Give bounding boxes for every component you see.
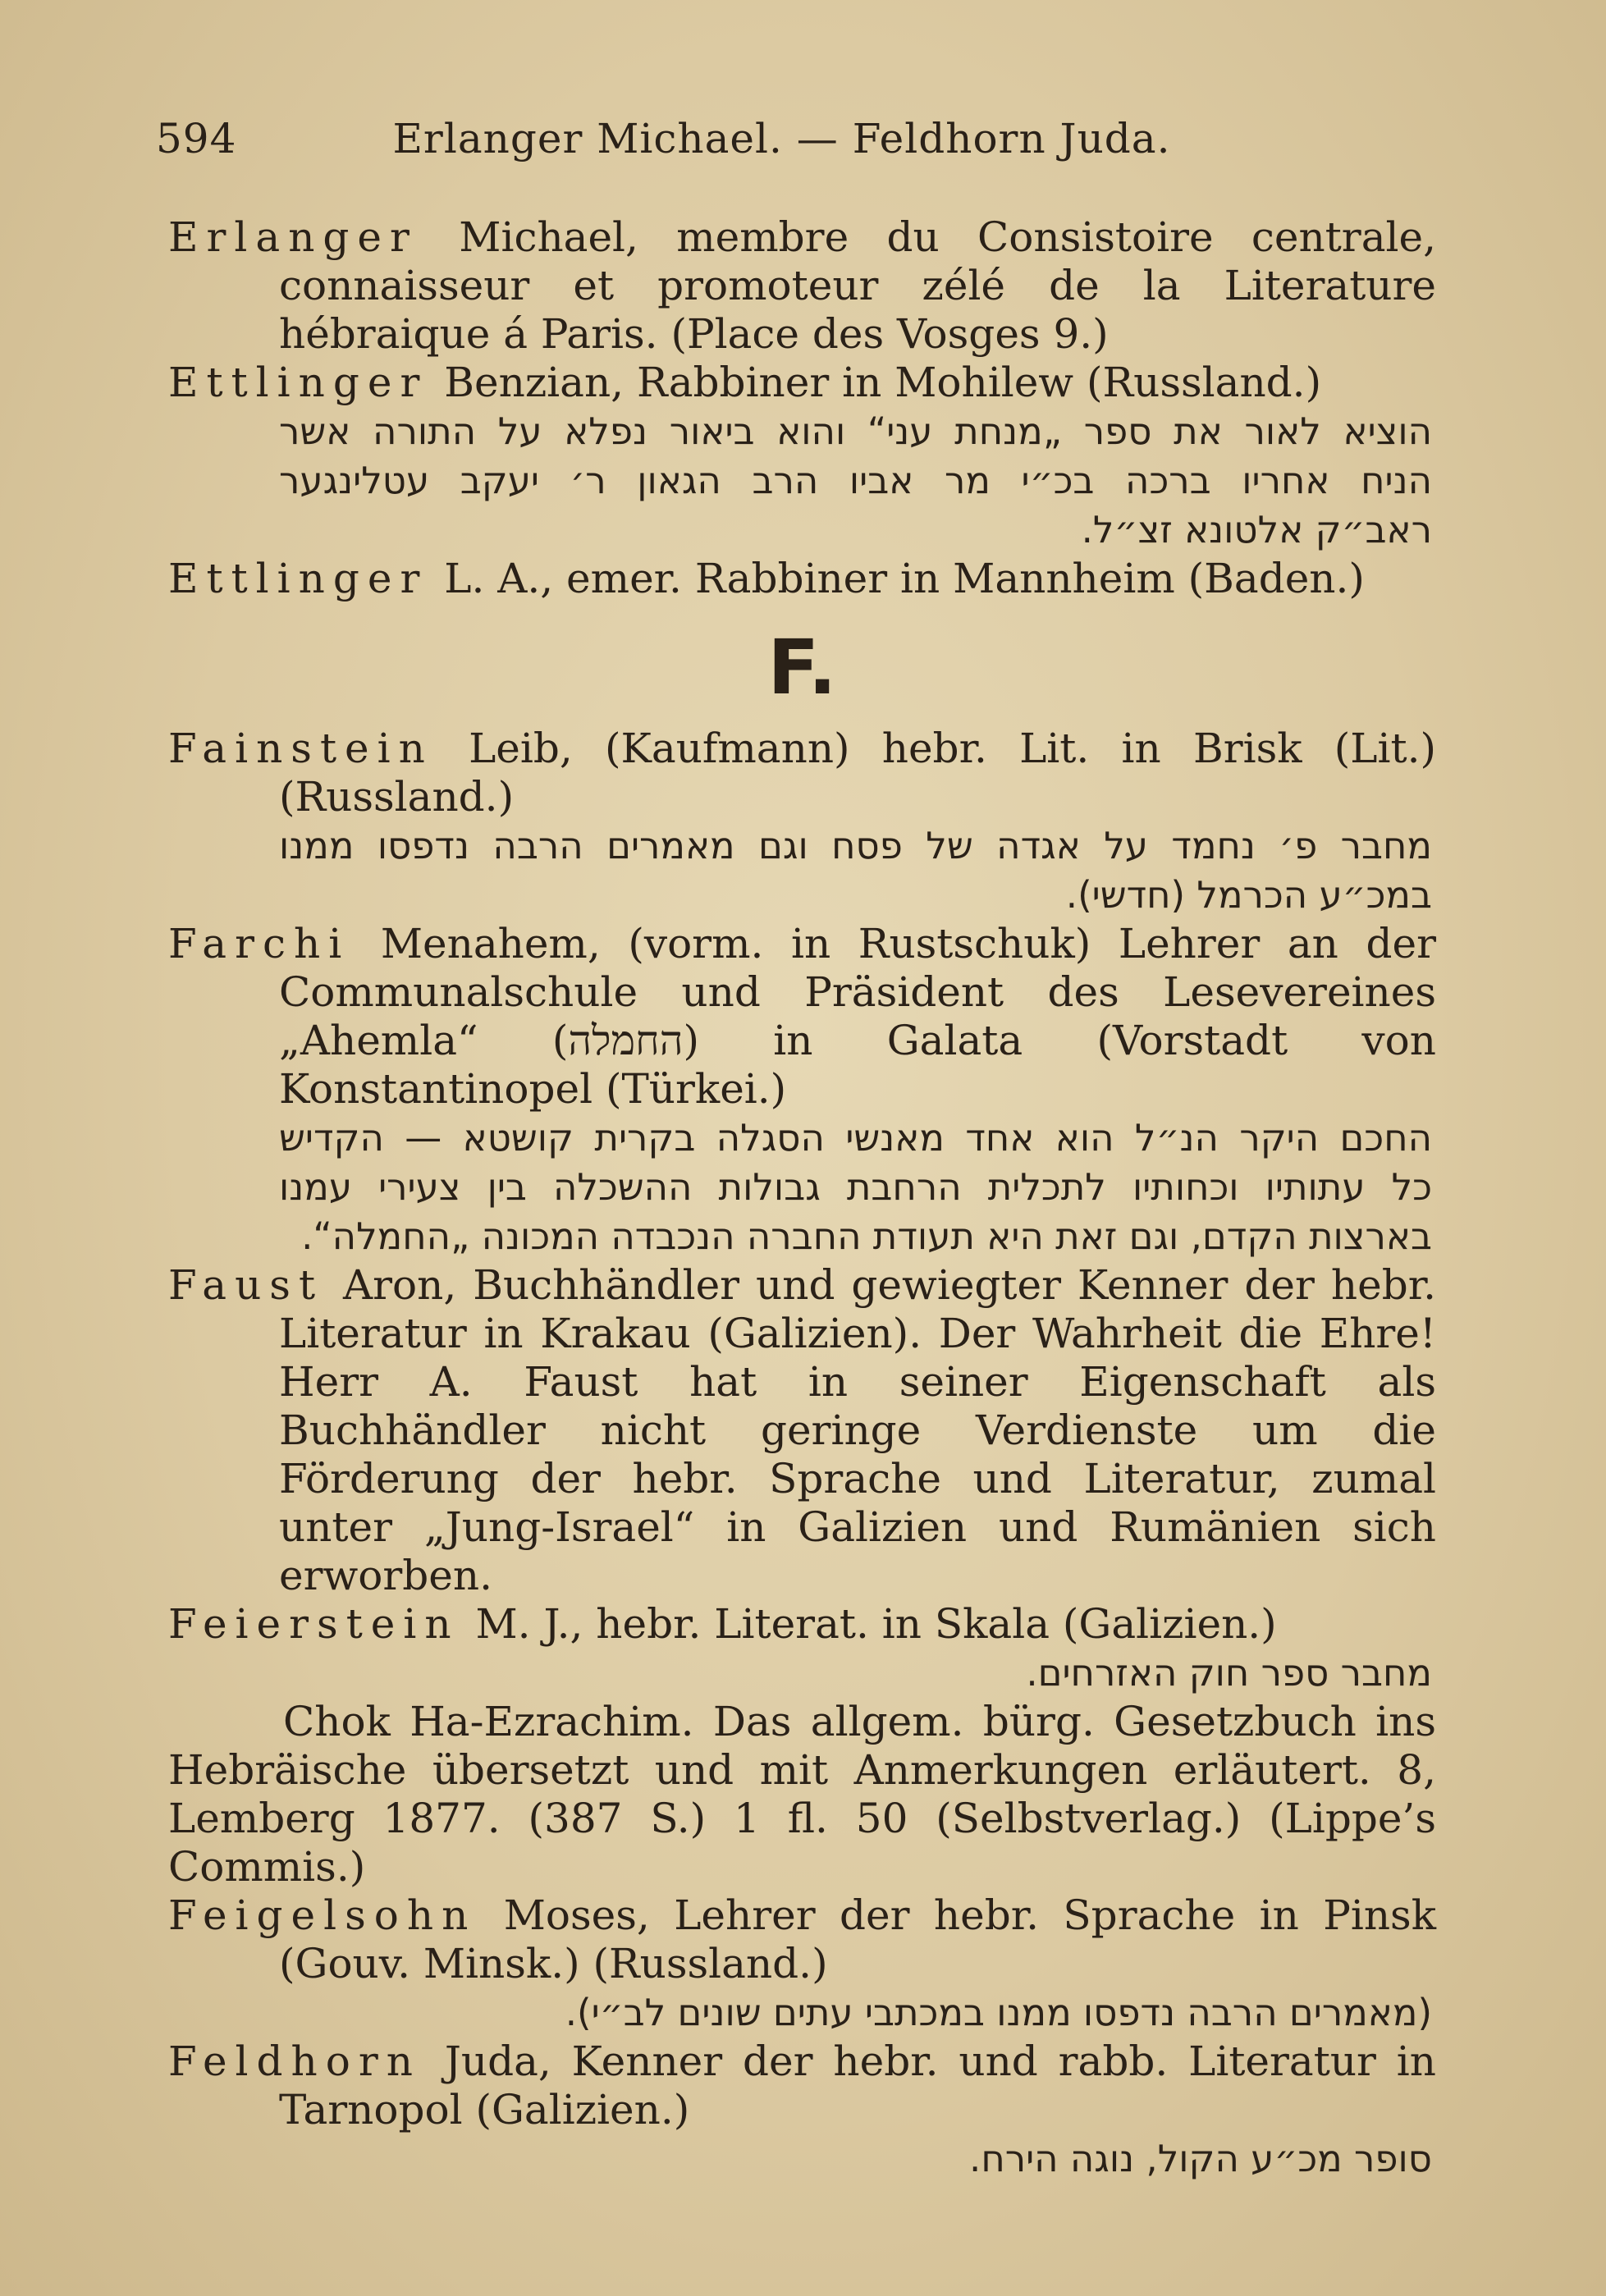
entry-feigelsohn xyxy=(168,1891,1436,1988)
hebrew-line: כל עתותיו וכחותיו לתכלית הרחבת גבולות ההשכלה בין צעירי עמנו xyxy=(279,1165,1432,1209)
entry-text: Michael, membre du Consistoire centrale, connaisseur et promoteur zélé de la Literature hébraique á Paris. (Place des Vosges 9.) xyxy=(279,213,1436,358)
hebrew-line: מחבר פ׳ נחמד על אגדה של פסח וגם מאמרים הרבה נדפסו ממנו xyxy=(279,824,1432,867)
entry-name: Feldhorn xyxy=(168,2038,421,2085)
entry-text: Moses, Lehrer der hebr. Sprache in Pinsk (Gouv. Minsk.) (Russland.) xyxy=(279,1891,1436,1987)
page-body xyxy=(168,213,1436,2184)
entry-name: Erlanger xyxy=(168,213,418,261)
entry-text: L. A., emer. Rabbiner in Mannheim (Baden.) xyxy=(444,555,1365,602)
hebrew-line: הניח אחריו ברכה בכ״י מר אביו הרב הגאון ר׳ יעקב עטלינגער xyxy=(279,459,1432,502)
hebrew-line: סופר מכ״ע הקול, נוגה הירח. xyxy=(969,2137,1432,2180)
entry-name: Farchi xyxy=(168,920,350,967)
entry-text: Juda, Kenner der hebr. und rabb. Literatur in Tarnopol (Galizien.) xyxy=(279,2038,1436,2134)
entry-text: M. J., hebr. Literat. in Skala (Galizien.) xyxy=(475,1600,1277,1648)
hebrew-line: ראב״ק אלטונא זצ״ל. xyxy=(1081,508,1432,551)
hebrew-line: מחבר ספר חוק האזרחים. xyxy=(1026,1651,1432,1695)
entry-name: Feierstein xyxy=(168,1600,460,1648)
page-number: 594 xyxy=(156,115,237,162)
running-header xyxy=(156,115,1171,162)
entry-text: Leib, (Kaufmann) hebr. Lit. in Brisk (Lit.) (Russland.) xyxy=(279,725,1436,821)
entry-ettlinger-benzian xyxy=(168,359,1436,407)
hebrew-line: בארצות הקדם, וגם זאת היא תעודת החברה הנכבדה המכונה „החמלה“. xyxy=(301,1214,1432,1258)
entry-name: Feigelsohn xyxy=(168,1891,477,1939)
hebrew-line: החכם היקר הנ״ל הוא אחד מאנשי הסגלה בקרית קושטא — הקדיש xyxy=(279,1116,1432,1159)
entry-continuation: Chok Ha-Ezrachim. Das allgem. bürg. Gesetzbuch ins Hebräische übersetzt und mit Anmerkungen erläutert. 8, Lemberg 1877. (387 S.) 1 fl. 50 (Selbstverlag.) (Lippe’s Commis.) xyxy=(168,1698,1436,1891)
entry-ettlinger-la xyxy=(168,555,1436,603)
entry-fainstein xyxy=(168,725,1436,821)
hebrew-line: במכ״ע הכרמל (חדשי). xyxy=(1065,873,1432,917)
entry-farchi xyxy=(168,920,1436,1114)
entry-text: Aron, Buchhändler und gewiegter Kenner der hebr. Literatur in Krakau (Galizien). Der Wahrheit die Ehre! Herr A. Faust hat in seiner Eigenschaft als Buchhändler nicht geringe Verdienste um die Förderung der hebr. Sprache und Literatur, zumal unter „Jung-Israel“ in Galizien und Rumänien sich erworben. xyxy=(279,1261,1436,1599)
running-title: Erlanger Michael. — Feldhorn Juda. xyxy=(392,115,1171,162)
entry-name: Fainstein xyxy=(168,725,433,772)
entry-feierstein xyxy=(168,1600,1436,1649)
hebrew-line: הוציא לאור את ספר „מנחת עני“ והוא ביאור נפלא על התורה אשר xyxy=(279,409,1432,453)
entry-name: Faust xyxy=(168,1261,324,1309)
entry-name: Ettlinger xyxy=(168,555,428,602)
section-letter: F. xyxy=(767,624,837,711)
entry-feldhorn xyxy=(168,2038,1436,2134)
hebrew-line: (מאמרים הרבה נדפסו ממנו במכתבי עתים שונים לב״י). xyxy=(565,1991,1432,2034)
entry-text: Menahem, (vorm. in Rustschuk) Lehrer an der Communalschule und Präsident des Lesevereines „Ahemla“ (החמלה) in Galata (Vorstadt von Konstantinopel (Türkei.) xyxy=(279,920,1436,1113)
entry-erlanger xyxy=(168,213,1436,359)
entry-name: Ettlinger xyxy=(168,359,428,406)
entry-text: Benzian, Rabbiner in Mohilew (Russland.) xyxy=(444,359,1322,406)
entry-faust xyxy=(168,1261,1436,1600)
